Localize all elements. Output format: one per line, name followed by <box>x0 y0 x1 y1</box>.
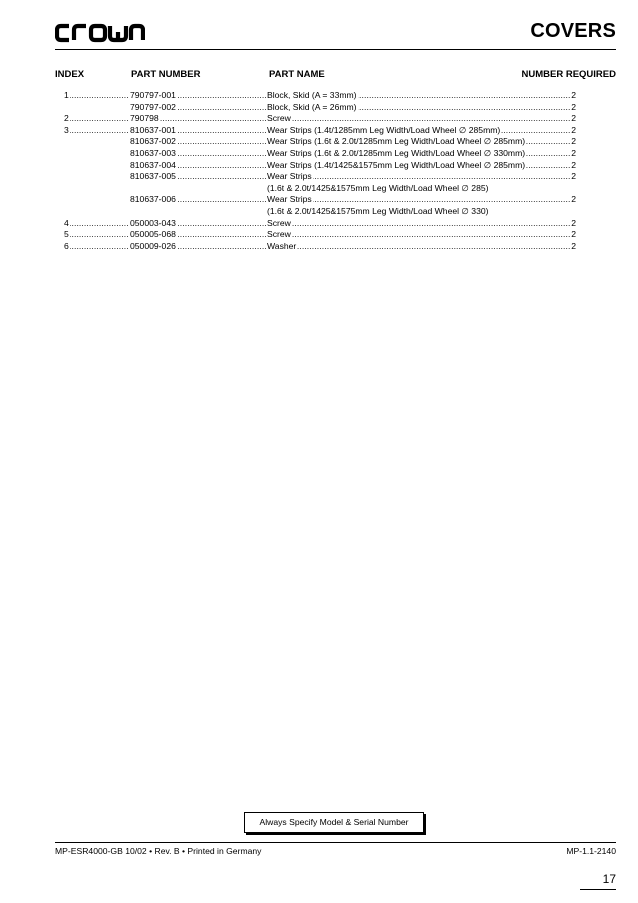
row-index <box>64 171 129 183</box>
header-part-number: PART NUMBER <box>131 69 201 80</box>
table-row <box>64 125 576 137</box>
row-index <box>64 136 129 148</box>
row-part-number <box>130 206 266 218</box>
row-part-number: 810637-002 <box>130 136 176 147</box>
row-part-number: 810637-005 <box>130 171 176 182</box>
parts-table <box>64 90 576 252</box>
header-part-name: PART NAME <box>269 69 325 80</box>
row-part-name: Wear Strips 2 <box>267 194 576 205</box>
row-part-number: 050005-068 <box>130 229 176 240</box>
row-part-name: Screw 2 <box>267 217 576 228</box>
row-index: 6 <box>64 240 69 251</box>
row-part-name: Wear Strips (1.4t/1425&1575mm Leg Width/Load Wheel ∅ 285mm) 2 <box>267 159 576 170</box>
page-title: COVERS <box>530 20 616 42</box>
table-row <box>64 206 576 218</box>
header-index: INDEX <box>55 69 85 80</box>
crown-logo <box>55 22 145 44</box>
row-part-number: 050003-043 <box>130 217 176 228</box>
table-row <box>64 194 576 206</box>
row-index <box>64 183 129 195</box>
row-part-name: Screw 2 <box>267 229 576 240</box>
row-part-number: 790797-002 <box>130 101 176 112</box>
row-index <box>64 148 129 160</box>
row-part-number: 050009-026 <box>130 240 176 251</box>
row-quantity: 2 <box>571 124 576 135</box>
footer-doc-info: MP-ESR4000-GB 10/02 • Rev. B • Printed in Germany <box>55 846 262 856</box>
table-row <box>64 218 576 230</box>
footer-doc-code: MP-1.1-2140 <box>566 846 616 856</box>
row-part-number <box>130 183 266 195</box>
row-quantity: 2 <box>571 136 576 147</box>
table-row <box>64 136 576 148</box>
row-quantity: 2 <box>571 90 576 100</box>
row-part-number: 790797-001 <box>130 90 176 100</box>
row-part-name: Screw 2 <box>267 113 576 124</box>
table-row <box>64 102 576 114</box>
table-header <box>55 69 616 81</box>
row-quantity: 2 <box>571 240 576 251</box>
row-quantity: 2 <box>571 217 576 228</box>
row-index: 5 <box>64 229 69 240</box>
serial-number-notice: Always Specify Model & Serial Number <box>244 812 424 833</box>
row-quantity: 2 <box>571 171 576 182</box>
row-part-name: Block, Skid (A = 26mm) 2 <box>267 101 576 112</box>
row-quantity: 2 <box>571 147 576 158</box>
row-quantity: 2 <box>571 113 576 124</box>
row-index <box>64 206 129 218</box>
table-row <box>64 160 576 172</box>
page-number-rule <box>580 889 616 890</box>
table-row <box>64 90 576 102</box>
row-index: 4 <box>64 217 69 228</box>
row-part-name: Wear Strips (1.6t & 2.0t/1285mm Leg Width/Load Wheel ∅ 330mm) 2 <box>267 147 576 158</box>
row-index <box>64 102 129 114</box>
row-index: 1 <box>64 90 69 100</box>
row-index: 3 <box>64 124 69 135</box>
header-divider <box>55 49 616 50</box>
row-part-name: (1.6t & 2.0t/1425&1575mm Leg Width/Load Wheel ∅ 330) <box>267 205 489 216</box>
row-part-number: 790798 <box>130 113 159 124</box>
row-quantity: 2 <box>571 101 576 112</box>
table-row <box>64 113 576 125</box>
row-part-name: Block, Skid (A = 33mm) 2 <box>267 90 576 100</box>
row-part-name: (1.6t & 2.0t/1425&1575mm Leg Width/Load Wheel ∅ 285) <box>267 182 489 193</box>
row-index <box>64 194 129 206</box>
row-index <box>64 160 129 172</box>
table-row <box>64 241 576 253</box>
table-row <box>64 183 576 195</box>
page-number: 17 <box>602 872 616 886</box>
row-part-name: Wear Strips (1.4t/1285mm Leg Width/Load Wheel ∅ 285mm) 2 <box>267 124 576 135</box>
row-part-number: 810637-001 <box>130 124 176 135</box>
row-part-number: 810637-006 <box>130 194 176 205</box>
row-quantity: 2 <box>571 194 576 205</box>
row-part-number: 810637-003 <box>130 147 176 158</box>
row-part-name: Wear Strips (1.6t & 2.0t/1285mm Leg Width/Load Wheel ∅ 285mm) 2 <box>267 136 576 147</box>
row-part-name: Washer 2 <box>267 240 576 251</box>
row-part-name: Wear Strips 2 <box>267 171 576 182</box>
table-row <box>64 229 576 241</box>
footer-divider <box>55 842 616 843</box>
row-quantity: 2 <box>571 229 576 240</box>
row-index: 2 <box>64 113 69 124</box>
table-row <box>64 171 576 183</box>
row-part-number: 810637-004 <box>130 159 176 170</box>
header-number-required: NUMBER REQUIRED <box>521 69 616 80</box>
table-row <box>64 148 576 160</box>
row-quantity: 2 <box>571 159 576 170</box>
